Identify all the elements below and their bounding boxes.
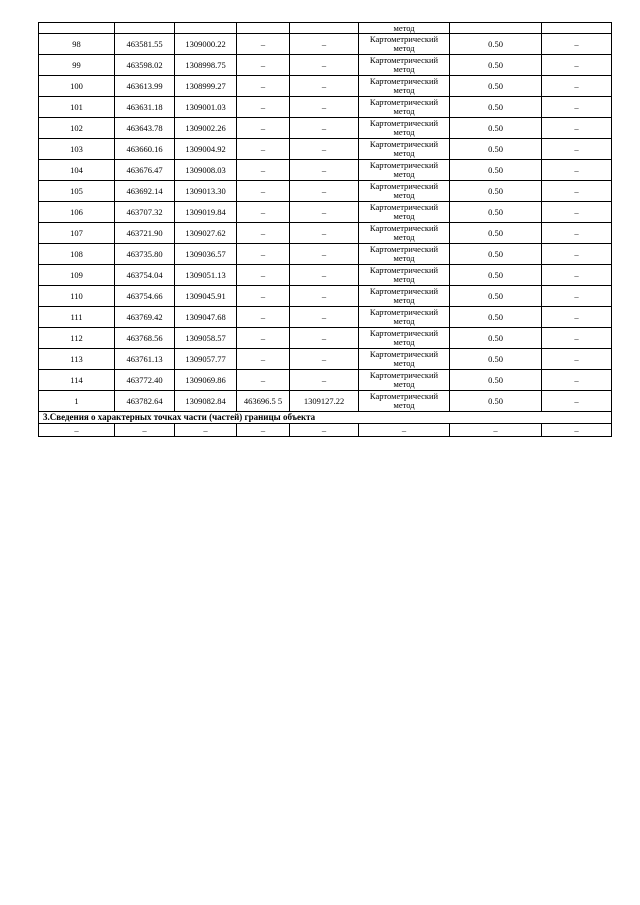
- table-row: [39, 265, 612, 286]
- empty-data-row: [39, 424, 612, 437]
- accuracy-cell: 0.50: [450, 265, 542, 286]
- point-number-cell: 108: [39, 244, 115, 265]
- point-number-cell: 105: [39, 181, 115, 202]
- coord-x-cell: 463735.80: [115, 244, 175, 265]
- description-cell: –: [542, 349, 612, 370]
- point-number-cell: 111: [39, 307, 115, 328]
- method-cell: Картометрический метод: [359, 244, 450, 265]
- description-cell: –: [542, 391, 612, 412]
- table-row: [39, 223, 612, 244]
- coord-y-new-cell: –: [290, 97, 359, 118]
- coord-y-new-cell: –: [290, 244, 359, 265]
- method-cell: Картометрический метод: [359, 223, 450, 244]
- coord-x-cell: 463676.47: [115, 160, 175, 181]
- coord-y-cell: 1309019.84: [175, 202, 237, 223]
- point-number-cell: 113: [39, 349, 115, 370]
- table-row: [39, 391, 612, 412]
- point-number-cell: 112: [39, 328, 115, 349]
- boundary-points-table: [38, 22, 612, 437]
- accuracy-cell: 0.50: [450, 118, 542, 139]
- description-cell: –: [542, 118, 612, 139]
- accuracy-cell: 0.50: [450, 76, 542, 97]
- table-row: [39, 181, 612, 202]
- method-cell: Картометрический метод: [359, 76, 450, 97]
- coord-x-cell: 463761.13: [115, 349, 175, 370]
- method-cell: Картометрический метод: [359, 139, 450, 160]
- point-number-cell: 1: [39, 391, 115, 412]
- method-cell: Картометрический метод: [359, 202, 450, 223]
- coord-x-new-cell: –: [237, 97, 290, 118]
- coord-y-cell: 1309027.62: [175, 223, 237, 244]
- description-cell: –: [542, 160, 612, 181]
- description-cell: –: [542, 139, 612, 160]
- coord-x-new-cell: –: [237, 244, 290, 265]
- point-number-cell: 114: [39, 370, 115, 391]
- coord-y-new-cell: –: [290, 370, 359, 391]
- coord-x-new-cell: –: [237, 34, 290, 55]
- continued-row: [39, 23, 612, 34]
- coord-y-cell: 1309047.68: [175, 307, 237, 328]
- description-cell: –: [542, 223, 612, 244]
- table-row: [39, 370, 612, 391]
- coord-y-cell: 1309069.86: [175, 370, 237, 391]
- accuracy-cell: 0.50: [450, 349, 542, 370]
- description-cell: –: [542, 286, 612, 307]
- coord-y-new-cell: –: [290, 328, 359, 349]
- table-row: [39, 349, 612, 370]
- method-cell: Картометрический метод: [359, 34, 450, 55]
- coord-y-new-cell: –: [290, 139, 359, 160]
- coord-x-new-cell: –: [237, 307, 290, 328]
- coord-x-cell: 463754.66: [115, 286, 175, 307]
- accuracy-cell: 0.50: [450, 370, 542, 391]
- coord-y-cell: 1309058.57: [175, 328, 237, 349]
- accuracy-cell: 0.50: [450, 307, 542, 328]
- method-cell: Картометрический метод: [359, 118, 450, 139]
- coord-x-cell: 463643.78: [115, 118, 175, 139]
- accuracy-cell: 0.50: [450, 34, 542, 55]
- coord-y-new-cell: –: [290, 223, 359, 244]
- description-cell: –: [542, 307, 612, 328]
- coord-x-new-cell: –: [237, 160, 290, 181]
- empty-cell: –: [542, 424, 612, 437]
- coord-x-new-cell: –: [237, 265, 290, 286]
- empty-cell: –: [359, 424, 450, 437]
- coord-y-new-cell: –: [290, 181, 359, 202]
- point-number-cell: 102: [39, 118, 115, 139]
- coord-y-cell: 1308999.27: [175, 76, 237, 97]
- coord-x-cell: 463613.99: [115, 76, 175, 97]
- coord-x-new-cell: –: [237, 76, 290, 97]
- accuracy-cell: 0.50: [450, 139, 542, 160]
- coord-y-new-cell: –: [290, 76, 359, 97]
- coord-x-new-cell: –: [237, 202, 290, 223]
- empty-cell: –: [175, 424, 237, 437]
- method-cell: Картометрический метод: [359, 328, 450, 349]
- empty-cell: –: [115, 424, 175, 437]
- method-cell: Картометрический метод: [359, 265, 450, 286]
- method-cell: Картометрический метод: [359, 181, 450, 202]
- empty-cell: –: [39, 424, 115, 437]
- coord-y-new-cell: –: [290, 307, 359, 328]
- coord-x-cell: 463768.56: [115, 328, 175, 349]
- coord-y-cell: 1309082.84: [175, 391, 237, 412]
- point-number-cell: 99: [39, 55, 115, 76]
- method-cell: Картометрический метод: [359, 55, 450, 76]
- coord-x-new-cell: –: [237, 55, 290, 76]
- method-cell: Картометрический метод: [359, 370, 450, 391]
- coord-y-cell: 1309008.03: [175, 160, 237, 181]
- point-number-cell: 100: [39, 76, 115, 97]
- table-row: [39, 328, 612, 349]
- coord-y-cell: 1309001.03: [175, 97, 237, 118]
- description-cell: –: [542, 244, 612, 265]
- method-cell: Картометрический метод: [359, 97, 450, 118]
- point-number-cell: 110: [39, 286, 115, 307]
- method-cell: Картометрический метод: [359, 160, 450, 181]
- coord-x-new-cell: –: [237, 328, 290, 349]
- coord-x-cell: 463631.18: [115, 97, 175, 118]
- coord-y-new-cell: –: [290, 55, 359, 76]
- coord-y-cell: 1309045.91: [175, 286, 237, 307]
- description-cell: –: [542, 34, 612, 55]
- accuracy-cell: 0.50: [450, 244, 542, 265]
- table-row: [39, 97, 612, 118]
- accuracy-cell: 0.50: [450, 55, 542, 76]
- accuracy-cell: 0.50: [450, 181, 542, 202]
- coord-x-cell: 463721.90: [115, 223, 175, 244]
- coord-y-cell: 1309004.92: [175, 139, 237, 160]
- coord-x-new-cell: –: [237, 181, 290, 202]
- coord-y-cell: 1309000.22: [175, 34, 237, 55]
- description-cell: –: [542, 97, 612, 118]
- table-row: [39, 139, 612, 160]
- accuracy-cell: 0.50: [450, 328, 542, 349]
- method-cell: Картометрический метод: [359, 286, 450, 307]
- coord-y-new-cell: –: [290, 286, 359, 307]
- coord-x-new-cell: –: [237, 370, 290, 391]
- accuracy-cell: 0.50: [450, 97, 542, 118]
- coord-y-cell: 1308998.75: [175, 55, 237, 76]
- coord-x-new-cell: –: [237, 286, 290, 307]
- method-cell: Картометрический метод: [359, 391, 450, 412]
- description-cell: –: [542, 328, 612, 349]
- table-row: [39, 118, 612, 139]
- empty-cell: –: [237, 424, 290, 437]
- table-row: [39, 160, 612, 181]
- coord-x-cell: 463581.55: [115, 34, 175, 55]
- method-cell: Картометрический метод: [359, 349, 450, 370]
- table-row: [39, 76, 612, 97]
- coord-y-cell: 1309036.57: [175, 244, 237, 265]
- section-title: 3.Сведения о характерных точках части (частей) границы объекта: [39, 412, 612, 424]
- table-row: [39, 202, 612, 223]
- coord-x-cell: 463754.04: [115, 265, 175, 286]
- accuracy-cell: 0.50: [450, 391, 542, 412]
- coord-y-new-cell: –: [290, 118, 359, 139]
- point-number-cell: 103: [39, 139, 115, 160]
- coord-x-cell: 463707.32: [115, 202, 175, 223]
- empty-cell: –: [290, 424, 359, 437]
- table-row: [39, 55, 612, 76]
- coord-x-new-cell: –: [237, 139, 290, 160]
- coord-x-new-cell: –: [237, 349, 290, 370]
- description-cell: –: [542, 181, 612, 202]
- coord-y-cell: 1309002.26: [175, 118, 237, 139]
- coord-y-cell: 1309051.13: [175, 265, 237, 286]
- table-row: [39, 286, 612, 307]
- coord-y-cell: 1309013.30: [175, 181, 237, 202]
- empty-cell: –: [450, 424, 542, 437]
- accuracy-cell: 0.50: [450, 160, 542, 181]
- coord-y-new-cell: –: [290, 349, 359, 370]
- coord-x-cell: 463692.14: [115, 181, 175, 202]
- description-cell: –: [542, 76, 612, 97]
- point-number-cell: 98: [39, 34, 115, 55]
- accuracy-cell: 0.50: [450, 223, 542, 244]
- coord-y-cell: 1309057.77: [175, 349, 237, 370]
- accuracy-cell: 0.50: [450, 202, 542, 223]
- point-number-cell: 104: [39, 160, 115, 181]
- coord-y-new-cell: –: [290, 160, 359, 181]
- coord-x-cell: 463769.42: [115, 307, 175, 328]
- coord-x-cell: 463782.64: [115, 391, 175, 412]
- table-row: [39, 34, 612, 55]
- coord-y-new-cell: –: [290, 265, 359, 286]
- point-number-cell: 109: [39, 265, 115, 286]
- point-number-cell: 106: [39, 202, 115, 223]
- coord-x-cell: 463772.40: [115, 370, 175, 391]
- coord-x-cell: 463660.16: [115, 139, 175, 160]
- description-cell: –: [542, 202, 612, 223]
- description-cell: –: [542, 265, 612, 286]
- accuracy-cell: 0.50: [450, 286, 542, 307]
- method-cell: Картометрический метод: [359, 307, 450, 328]
- coord-x-new-cell: –: [237, 223, 290, 244]
- coord-x-cell: 463598.02: [115, 55, 175, 76]
- coord-x-new-cell: –: [237, 118, 290, 139]
- point-number-cell: 107: [39, 223, 115, 244]
- method-cell: метод: [359, 23, 450, 34]
- coord-y-new-cell: –: [290, 34, 359, 55]
- point-number-cell: 101: [39, 97, 115, 118]
- description-cell: –: [542, 370, 612, 391]
- coord-y-new-cell: 1309127.22: [290, 391, 359, 412]
- description-cell: –: [542, 55, 612, 76]
- table-row: [39, 244, 612, 265]
- coord-y-new-cell: –: [290, 202, 359, 223]
- table-row: [39, 307, 612, 328]
- coord-x-new-cell: 463696.5 5: [237, 391, 290, 412]
- section-header-row: [39, 412, 612, 424]
